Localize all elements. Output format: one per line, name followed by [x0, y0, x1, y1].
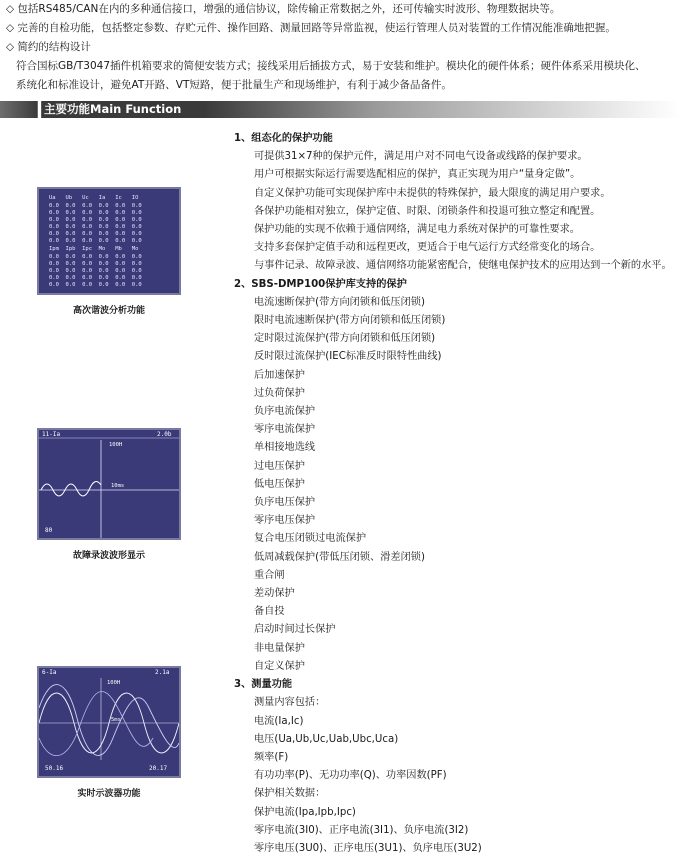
harmonic-screen — [37, 187, 181, 295]
fault-waveform-svg — [39, 430, 179, 538]
s2-item: 零序电流保护 — [254, 424, 316, 436]
fault-label-bl: 80 — [45, 527, 53, 534]
fault-label-axis: 10ms — [111, 483, 125, 489]
s2-item: 后加速保护 — [254, 369, 305, 381]
s2-item: 过负荷保护 — [254, 387, 305, 399]
s2-item: 过电压保护 — [254, 460, 305, 472]
intro-line-selfcheck: ◇ 完善的自检功能，包括整定参数、存贮元件、操作回路、测量回路等异常监视，使运行管理人员对装置的工作情况能准确地把握。 — [6, 22, 616, 34]
section-title: 主要功能Main Function — [44, 102, 182, 116]
s2-item: 重合闸 — [254, 569, 285, 581]
s2-item: 复合电压闭锁过电流保护 — [254, 533, 367, 545]
harmonic-header-row2: Ipm Ipb Ipc Mo Mb Mo — [49, 246, 139, 252]
s2-item: 负序电压保护 — [254, 497, 316, 509]
fault-label-tl: 11-Ia — [42, 431, 61, 438]
s3-item: 有功功率(P)、无功功率(Q)、功率因数(PF) — [254, 770, 447, 782]
fault-label-mid: 100H — [109, 442, 123, 448]
scope-label-br: 20.17 — [149, 765, 168, 772]
s1-item: 用户可根据实际运行需要选配相应的保护，真正实现为用户“量身定做”。 — [254, 169, 581, 181]
intro-line-modular: 系统化和标准设计，避免AT开路、VT短路，便于批量生产和现场维护，有利于减少备品备件。 — [16, 79, 452, 91]
harmonic-header-row1: Ua Ub Uc Ia Ic IO — [49, 195, 139, 201]
s3-item: 零序电压(3U0)、正序电压(3U1)、负序电压(3U2) — [254, 842, 482, 854]
figure-fault-recording — [37, 428, 181, 561]
s2-item: 启动时间过长保护 — [254, 624, 336, 636]
figure-harmonic-analysis — [37, 187, 181, 316]
section3-title: 3、测量功能 — [234, 679, 293, 691]
function-list — [234, 130, 680, 858]
fault-screen — [37, 428, 181, 540]
section-header-bar — [0, 101, 680, 118]
scope-screen — [37, 666, 181, 778]
intro-line-communication: ◇ 包括RS485/CAN在内的多种通信接口，增强的通信协议，除传输正常数据之外，还可传输实时波形、物理数据块等。 — [6, 3, 561, 15]
scope-label-bl: 50.16 — [45, 765, 64, 772]
intro-block — [6, 0, 676, 95]
s1-item: 各保护功能相对独立，保护定值、时限、闭锁条件和投退可独立整定和配置。 — [254, 205, 601, 217]
figure-oscilloscope — [37, 666, 181, 799]
scope-label-tl: 6-Ia — [42, 669, 57, 676]
fault-label-tr: 2.0b — [157, 431, 172, 438]
s3-item: 电流(Ia,Ic) — [254, 715, 304, 727]
s3-item: 保护电流(Ipa,Ipb,Ipc) — [254, 806, 356, 818]
s3-item: 频率(F) — [254, 751, 289, 763]
s2-item: 限时电流速断保护(带方向闭锁和低压闭锁) — [254, 315, 446, 327]
s2-item: 反时限过流保护(IEC标准反时限特性曲线) — [254, 351, 442, 363]
s2-item: 定时限过流保护(带方向闭锁和低压闭锁) — [254, 333, 436, 345]
scope-caption: 实时示波器功能 — [77, 789, 141, 799]
s2-item: 非电量保护 — [254, 642, 305, 654]
harmonic-values-2: 0.0 0.0 0.0 0.0 0.0 0.0 0.0 0.0 0.0 0.0 0.0 0.0 0.0 0.0 0.0 0.0 0.0 0.0 0.0 0.0 0.0 0.0 0.0 0.0 0.0 0.0 0.0 0.0 0.0 0.0 — [49, 254, 142, 288]
s1-item: 支持多套保护定值手动和远程更改，更适合于电气运行方式经常变化的场合。 — [254, 242, 601, 254]
s2-item: 备自投 — [254, 606, 285, 618]
s3-item: 零序电流(3I0)、正序电流(3I1)、负序电流(3I2) — [254, 824, 469, 836]
scope-label-tr: 2.1a — [155, 669, 170, 676]
fault-caption: 故障录波波形显示 — [72, 551, 145, 561]
scope-label-mid: 100H — [107, 680, 121, 686]
intro-line-install: 符合国标GB/T3047插件机箱要求的简便安装方式；接线采用后插拔方式，易于安装和维护。模块化的硬件体系；硬件体系采用模块化、 — [16, 60, 646, 72]
s1-item: 可提供31×7种的保护元件，满足用户对不同电气设备或线路的保护要求。 — [254, 151, 588, 163]
s2-item: 自定义保护 — [254, 660, 305, 672]
s3-item: 测量内容包括： — [254, 697, 326, 709]
s2-item: 低周减载保护(带低压闭锁、滑差闭锁) — [254, 551, 425, 563]
s3-item: 保护相关数据： — [254, 788, 326, 800]
harmonic-values-1: 0.0 0.0 0.0 0.0 0.0 0.0 0.0 0.0 0.0 0.0 0.0 0.0 0.0 0.0 0.0 0.0 0.0 0.0 0.0 0.0 0.0 0.0 0.0 0.0 0.0 0.0 0.0 0.0 0.0 0.0 0.0 0.0 0.0 0.0 0.0 0.0 — [49, 203, 142, 244]
s1-item: 自定义保护功能可实现保护库中未提供的特殊保护，最大限度的满足用户要求。 — [254, 187, 611, 199]
s2-item: 差动保护 — [254, 588, 295, 600]
s2-item: 零序电压保护 — [254, 515, 316, 527]
scope-label-axis: 5ms — [111, 717, 121, 723]
harmonic-caption: 高次谐波分析功能 — [72, 306, 145, 316]
s2-item: 电流速断保护(带方向闭锁和低压闭锁) — [254, 296, 425, 308]
s1-item: 保护功能的实现不依赖于通信网络，满足电力系统对保护的可靠性要求。 — [254, 224, 580, 236]
intro-line-structure: ◇ 简约的结构设计 — [6, 41, 91, 53]
s2-item: 负序电流保护 — [254, 406, 316, 418]
section2-title: 2、SBS-DMP100保护库支持的保护 — [234, 278, 407, 290]
s2-item: 单相接地选线 — [254, 442, 316, 454]
scope-waveform-svg — [39, 668, 179, 776]
section1-title: 1、组态化的保护功能 — [234, 133, 333, 144]
s3-item: 电压(Ua,Ub,Uc,Uab,Ubc,Uca) — [254, 733, 399, 745]
s1-item: 与事件记录、故障录波、通信网络功能紧密配合，使继电保护技术的应用达到一个新的水平。 — [254, 260, 672, 272]
s2-item: 低电压保护 — [254, 478, 305, 490]
